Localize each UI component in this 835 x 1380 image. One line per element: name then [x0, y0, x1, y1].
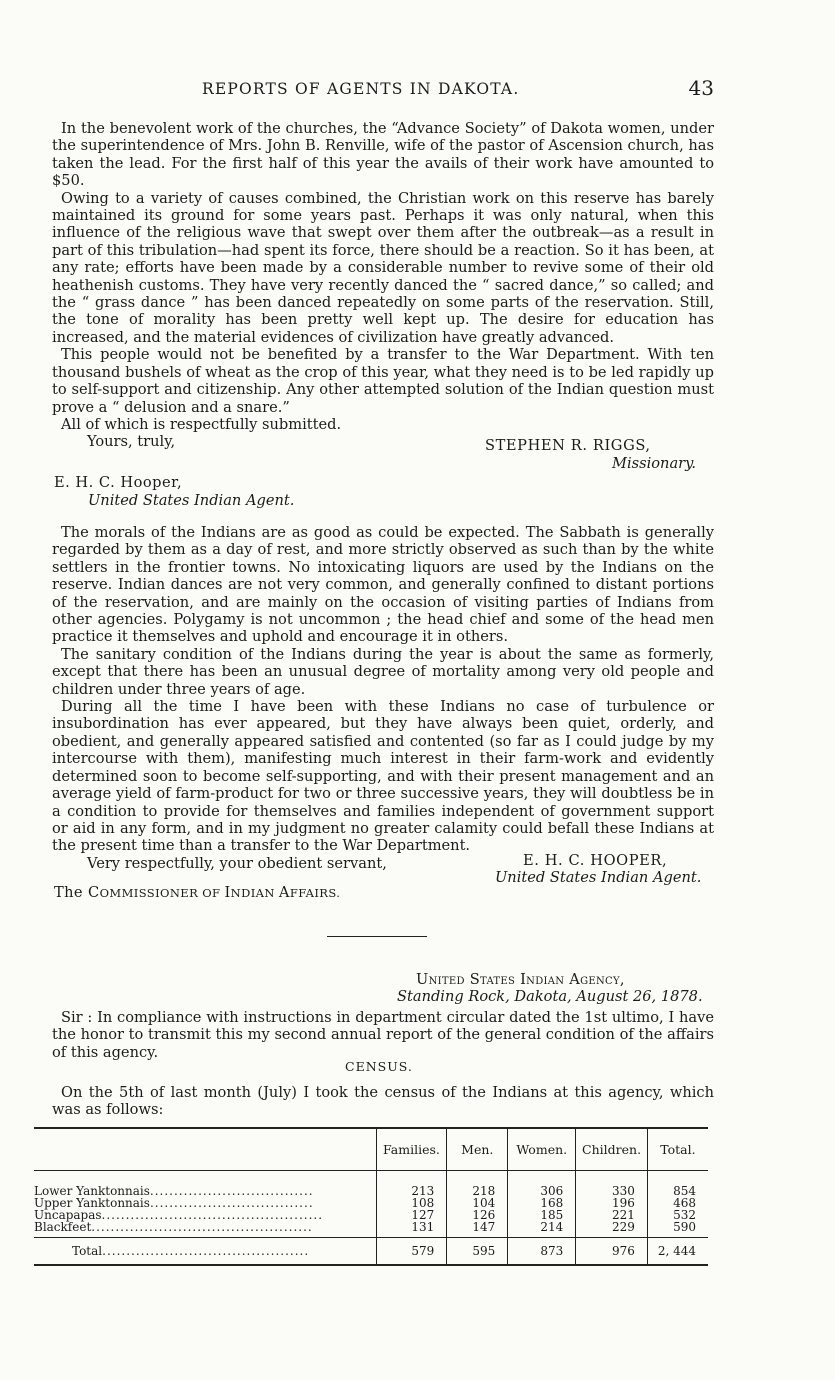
addressee-smallcaps: NDIAN	[230, 886, 279, 900]
column-header: Children.	[576, 1128, 648, 1171]
dot-leader: ..................................	[149, 1184, 314, 1198]
paragraph: In the benevolent work of the churches, the “Advance Society” of Dakota women, under the superintendence of Mrs. John B. Renville, wife of the pastor of Ascension church, has taken the lead. For the first half of this year the avails of their work have amounted to $50.	[52, 120, 714, 190]
paragraph: This people would not be benefited by a transfer to the War Department. With ten thousand bushels of wheat as the crop of this year, what they need is to be led rapidly up to self-support and citizenship. Any other attempted solution of the Indian question must prove a “ delusion and a snare.”	[52, 346, 714, 416]
census-intro	[52, 1084, 714, 1119]
table-spacer-row	[34, 1171, 708, 1186]
column-header: Families.	[376, 1128, 447, 1171]
page-number: 43	[688, 76, 714, 100]
paragraph: Owing to a variety of causes combined, the Christian work on this reserve has barely maintained its ground for some years past. Perhaps it was only natural, when this influence of the religious wave that swept over them after the outbreak—as a result in part of this tribulation—had spent its force, there should be a reaction. So it has been, at any rate; efforts have been made by a considerable number to revive some of their old heathenish customs. They have very recently danced the “ sacred dance,” so called; and the “ grass dance ” has been danced repeatedly on some parts of the reservation. Still, the tone of morality has been pretty well kept up. The desire for education has increased, and the material evidences of civilization have greatly advanced.	[52, 189, 714, 346]
table-total-row	[34, 1238, 708, 1266]
addressee-name: E. H. C. Hooper,	[54, 474, 183, 491]
paragraph: The morals of the Indians are as good as could be expected. The Sabbath is generally regarded by them as a day of rest, and more strictly observed as such than by the white settlers in the frontier towns. No intoxicating liquors are used by the Indians on the reserve. Indian dances are not very common, and generally confined to distant portions of the reservation, and are mainly on the occasion of visiting parties of Indians from other agencies. Polygamy is not uncommon ; the head chief and some of the head men practice it themselves and uphold and encourage it in others.	[52, 524, 714, 646]
census-intro-paragraph: On the 5th of last month (July) I took the census of the Indians at this agency, which was as follows:	[52, 1084, 714, 1119]
total-women: 873	[508, 1238, 576, 1266]
row-name: Lower Yanktonnais	[34, 1184, 150, 1198]
addressee-prefix: The	[54, 884, 89, 901]
row-name: Upper Yanktonnais	[34, 1196, 150, 1210]
cell-men: 147	[447, 1221, 508, 1238]
total-families: 579	[376, 1238, 447, 1266]
addressee-smallcaps: OMMISSIONER OF	[99, 886, 225, 900]
cell-families: 131	[376, 1221, 447, 1238]
total-men: 595	[447, 1238, 508, 1266]
cell-total: 468	[647, 1197, 708, 1209]
agency-heading: United States Indian Agency,	[416, 971, 625, 988]
standing-rock-intro	[52, 1009, 714, 1061]
cell-families: 213	[376, 1185, 447, 1197]
table-header-row	[34, 1128, 708, 1171]
salutation-paragraph: Sir : In compliance with instructions in department circular dated the 1st ultimo, I have the honor to transmit this my second annual report of the general condition of the affairs of this agency.	[52, 1009, 714, 1061]
riggs-signature-name: STEPHEN R. RIGGS,	[485, 437, 651, 454]
cell-women: 214	[508, 1221, 576, 1238]
riggs-letter-body	[52, 120, 714, 451]
total-total: 2, 444	[647, 1238, 708, 1266]
total-name: Total	[72, 1244, 103, 1258]
census-table	[34, 1127, 708, 1266]
cell-total: 532	[647, 1209, 708, 1221]
cell-men: 104	[447, 1197, 508, 1209]
cell-total: 854	[647, 1185, 708, 1197]
cell-children: 221	[576, 1209, 648, 1221]
total-label	[34, 1238, 376, 1266]
dot-leader: ...........................................	[102, 1244, 310, 1258]
column-header: Total.	[647, 1128, 708, 1171]
section-divider	[327, 936, 427, 937]
row-name: Uncapapas	[34, 1208, 102, 1222]
closing-line: Yours, truly,	[87, 433, 176, 451]
dot-leader: ..................................	[149, 1196, 314, 1210]
cell-men: 126	[447, 1209, 508, 1221]
dot-leader: ..............................................	[91, 1220, 313, 1234]
addressee-cap: A	[278, 884, 290, 901]
cell-women: 168	[508, 1197, 576, 1209]
table-row	[34, 1221, 708, 1238]
addressee-smallcaps: FFAIRS.	[289, 886, 341, 900]
cell-children: 229	[576, 1221, 648, 1238]
paragraph: The sanitary condition of the Indians during the year is about the same as formerly, except that there has been an unusual degree of mortality among very old people and children under three years of age.	[52, 645, 714, 698]
cell-total: 590	[647, 1221, 708, 1238]
cell-women: 306	[508, 1185, 576, 1197]
page-header	[52, 76, 714, 102]
column-header: Women.	[508, 1128, 576, 1171]
cell-children: 196	[576, 1197, 648, 1209]
agency-place-date: Standing Rock, Dakota, August 26, 1878.	[397, 988, 703, 1005]
riggs-signature-title: Missionary.	[612, 455, 697, 472]
cell-women: 185	[508, 1209, 576, 1221]
cell-families: 127	[376, 1209, 447, 1221]
closing-line: Very respectfully, your obedient servant,	[87, 854, 387, 872]
row-label	[34, 1221, 376, 1238]
hooper-signature-title: United States Indian Agent.	[495, 869, 702, 886]
closing-line: All of which is respectfully submitted.	[61, 415, 342, 433]
hooper-report-body	[52, 524, 714, 872]
cell-children: 330	[576, 1185, 648, 1197]
addressee-title: United States Indian Agent.	[88, 492, 295, 509]
column-header: Men.	[447, 1128, 508, 1171]
dot-leader: ..............................................	[101, 1208, 324, 1222]
census-heading: CENSUS.	[345, 1059, 413, 1074]
hooper-signature-name: E. H. C. HOOPER,	[523, 852, 668, 869]
commissioner-addressee	[54, 884, 340, 902]
paragraph: During all the time I have been with these Indians no case of turbulence or insubordination has ever appeared, but they have always been quiet, orderly, and obedient, and generally appeared satisfied and contented (so far as I could judge by my intercourse with them), manifesting much interest in their farm-work and evidently determined soon to become self-supporting, and with their present management and an average yield of farm-product for two or three successive years, they will doubtless be in a condition to provide for themselves and families independent of government support or aid in any form, and in my judgment no greater calamity could befall these Indians at the present time than a transfer to the War Department.	[52, 698, 714, 855]
cell-families: 108	[376, 1197, 447, 1209]
running-head: REPORTS OF AGENTS IN DAKOTA.	[202, 80, 520, 98]
total-children: 976	[576, 1238, 648, 1266]
row-name: Blackfeet	[34, 1220, 92, 1234]
table-header-blank	[34, 1128, 376, 1171]
addressee-cap: C	[88, 884, 100, 901]
cell-men: 218	[447, 1185, 508, 1197]
addressee-cap: I	[224, 884, 231, 901]
